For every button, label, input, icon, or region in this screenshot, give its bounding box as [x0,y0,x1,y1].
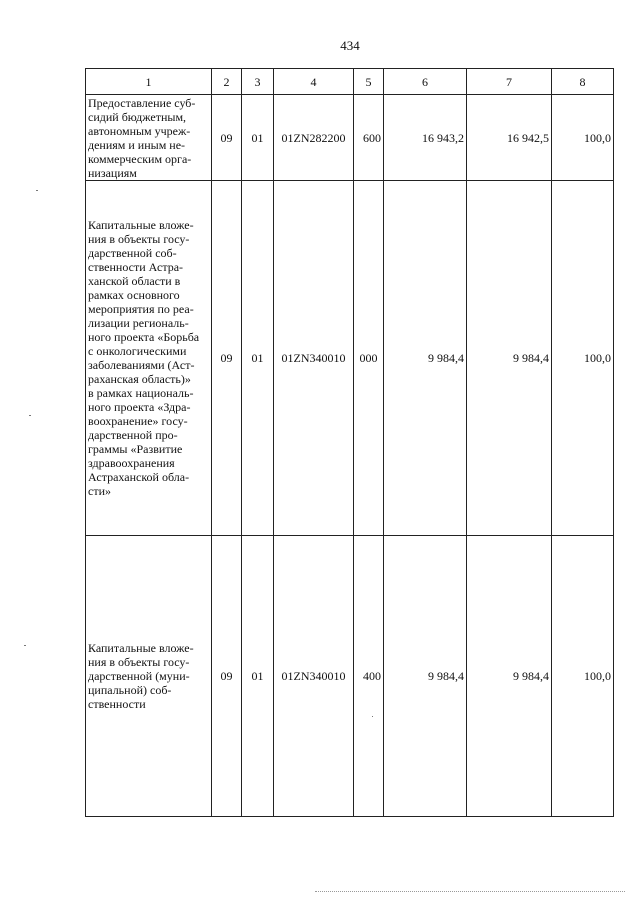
table-row [86,95,614,181]
header-col-4: 4 [274,69,354,95]
scan-speck [36,190,38,191]
scan-speck [372,716,373,717]
header-col-2: 2 [212,69,242,95]
cell-subsection: 01 [242,95,274,181]
cell-executed: 9 984,4 [467,536,552,817]
cell-target-code: 01ZN340010 [274,536,354,817]
cell-target-code: 01ZN340010 [274,181,354,536]
row-description: Капитальные вложе- ния в объекты госу- дарственной (муни- ципальной) соб- ственности [86,536,212,817]
cell-percent: 100,0 [552,536,614,817]
cell-planned: 16 943,2 [384,95,467,181]
table-row [86,536,614,817]
table-row [86,181,614,536]
cell-executed: 9 984,4 [467,181,552,536]
scan-speck [29,415,31,416]
cell-section: 09 [212,536,242,817]
header-col-7: 7 [467,69,552,95]
row-description: Капитальные вложе- ния в объекты госу- дарственной соб- ственности Астра- ханской области в рамках основного мероприятия по реа- лизации региональ- ного проекта «Борьба с онкологическими заболеваниями (Аст- раханская область)» в рамках националь- ного проекта «Здра- воохранение» госу- дарственной про- граммы «Развитие здравоохранения Астраханской обла- сти» [86,181,212,536]
cell-section: 09 [212,181,242,536]
cell-expense-type: 000 [354,181,384,536]
header-col-1: 1 [86,69,212,95]
cell-subsection: 01 [242,181,274,536]
header-col-3: 3 [242,69,274,95]
cell-percent: 100,0 [552,95,614,181]
table-header-row [86,69,614,95]
header-col-6: 6 [384,69,467,95]
header-col-5: 5 [354,69,384,95]
scan-artifact-line [315,891,625,892]
budget-table [85,68,614,817]
cell-expense-type: 400 [354,536,384,817]
cell-expense-type: 600 [354,95,384,181]
page-number: 434 [340,38,360,53]
cell-planned: 9 984,4 [384,181,467,536]
cell-subsection: 01 [242,536,274,817]
header-col-8: 8 [552,69,614,95]
cell-planned: 9 984,4 [384,536,467,817]
cell-section: 09 [212,95,242,181]
cell-target-code: 01ZN282200 [274,95,354,181]
row-description: Предоставление суб- сидий бюджетным, автономным учреж- дениям и иным не- коммерческим орга- низациям [86,95,212,181]
cell-percent: 100,0 [552,181,614,536]
scan-speck [24,645,26,646]
cell-executed: 16 942,5 [467,95,552,181]
